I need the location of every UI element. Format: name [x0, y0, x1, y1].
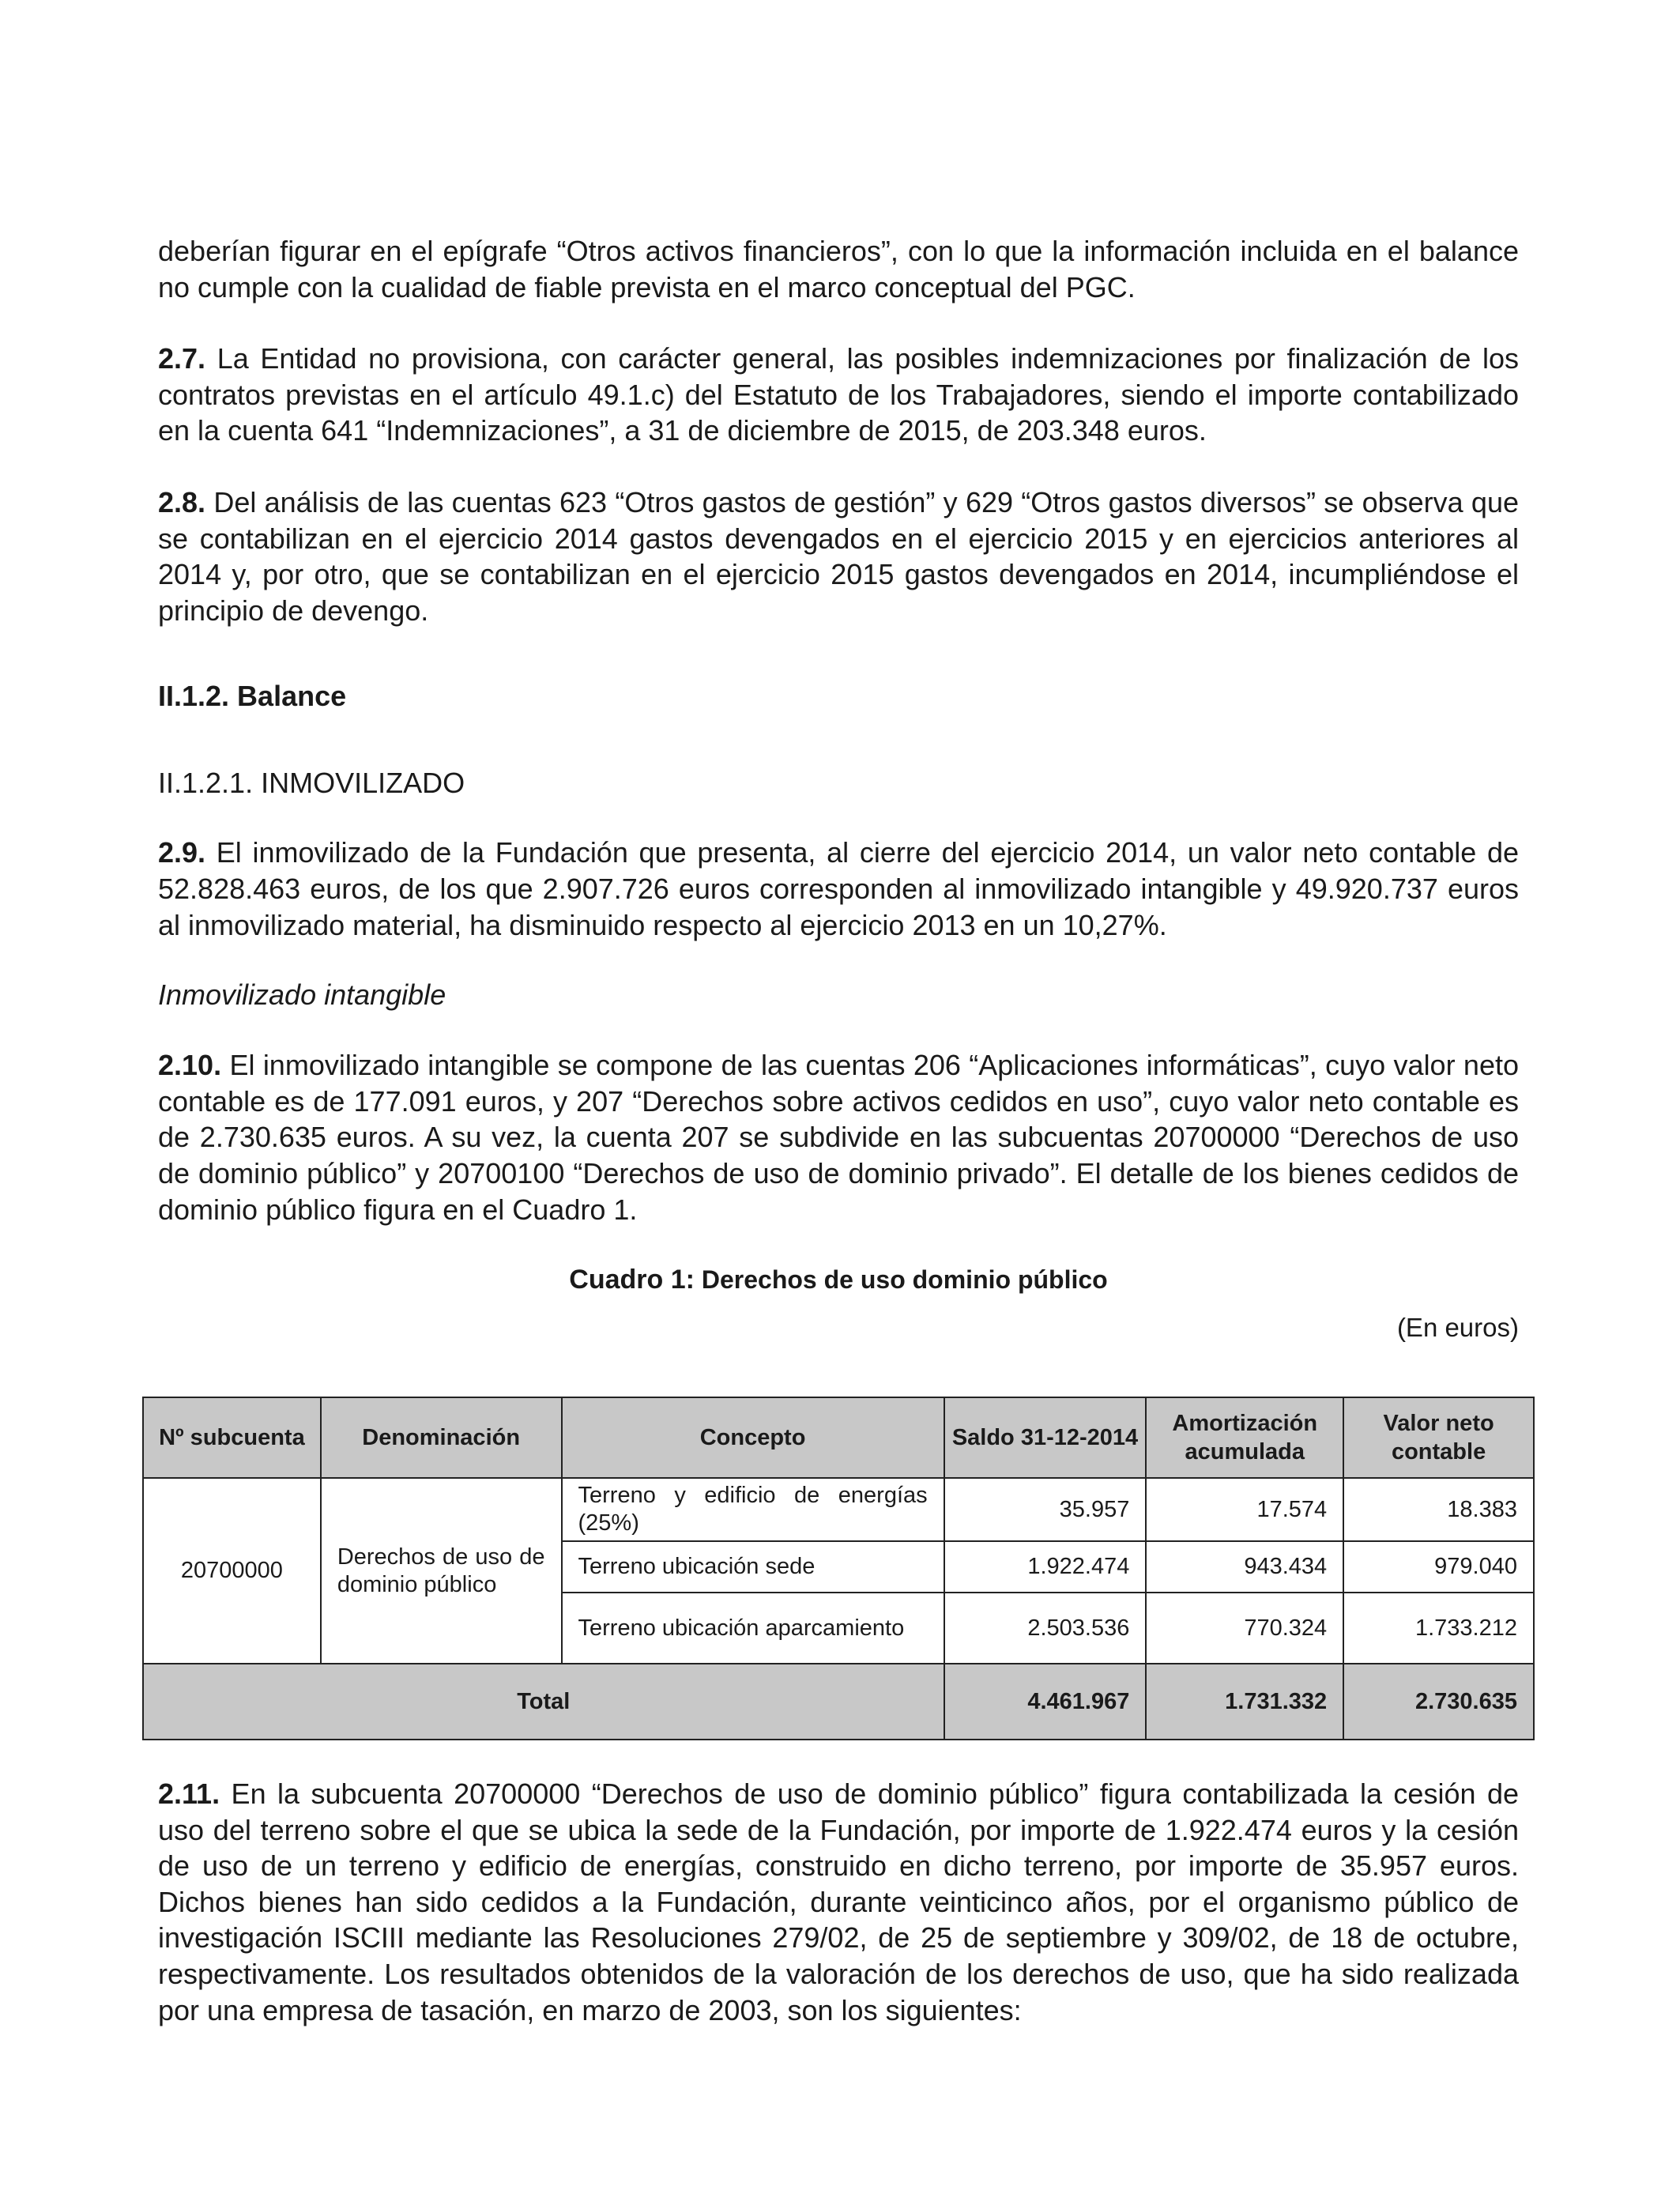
section-heading-balance: II.1.2. Balance [158, 680, 347, 713]
cell-concepto: Terreno ubicación aparcamiento [562, 1593, 944, 1664]
cell-total-valor-neto: 2.730.635 [1343, 1664, 1534, 1740]
paragraph-text: Del análisis de las cuentas 623 “Otros gastos de gestión” y 629 “Otros gastos diversos” se observa que se contabilizan en el ejercicio 2014 gastos devengados en el ejercicio 2015 y en ejercicios anteriores al 2014 y, por otro, que se contabilizan en el ejercicio 2015 gastos devengados en 2014, incumpliéndose el principio de devengo. [158, 485, 1519, 627]
cell-valor-neto: 18.383 [1343, 1478, 1534, 1541]
paragraph-text: En la subcuenta 20700000 “Derechos de uso de dominio público” figura contabilizada la cesión de uso del terreno sobre el que se ubica la sede de la Fundación, por importe de 1.922.474 euros y la cesión de uso de un terreno y edificio de energías, construido en dicho terreno, por importe de 35.957 euros. Dichos bienes han sido cedidos a la Fundación, durante veinticinco años, por el organismo público de investigación ISCIII mediante las Resoluciones 279/02, de 25 de septiembre y 309/02, de 18 de octubre, respectivamente. Los resultados obtenidos de la valoración de los derechos de uso, que ha sido realizada por una empresa de tasación, en marzo de 2003, son los siguientes: [158, 1777, 1519, 2026]
paragraph-text: El inmovilizado intangible se compone de las cuentas 206 “Aplicaciones informáticas”, cuyo valor neto contable es de 177.091 euros, y 207 “Derechos sobre activos cedidos en uso”, cuyo valor neto contable es de 2.730.635 euros. A su vez, la cuenta 207 se subdivide en las subcuentas 20700000 “Derechos de uso de dominio público” y 20700100 “Derechos de uso de dominio privado”. El detalle de los bienes cedidos de dominio público figura en el Cuadro 1. [158, 1049, 1519, 1226]
paragraph-text: deberían figurar en el epígrafe “Otros activos financieros”, con lo que la información incluida en el balance no cumple con la cualidad de fiable prevista en el marco conceptual del PGC. [158, 235, 1519, 303]
cell-saldo: 2.503.536 [944, 1593, 1147, 1664]
header-concepto: Concepto [562, 1397, 944, 1478]
cell-subcuenta: 20700000 [143, 1478, 321, 1664]
paragraph-continuation [158, 233, 1519, 305]
paragraph-2-7 [158, 341, 1519, 449]
table-unit: (En euros) [1396, 1313, 1519, 1343]
paragraph-text: La Entidad no provisiona, con carácter general, las posibles indemnizaciones por finalización de los contratos previstas en el artículo 49.1.c) del Estatuto de los Trabajadores, siendo el importe contabilizado en la cuenta 641 “Indemnizaciones”, a 31 de diciembre de 2015, de 203.348 euros. [158, 342, 1519, 447]
cell-amortizacion: 770.324 [1146, 1593, 1343, 1664]
paragraph-2-9 [158, 835, 1519, 943]
table-header-row [143, 1397, 1534, 1478]
header-subcuenta: Nº subcuenta [143, 1397, 321, 1478]
paragraph-number: 2.8. [158, 485, 206, 518]
caption-number: Cuadro 1: [569, 1265, 695, 1295]
cell-concepto: Terreno ubicación sede [562, 1541, 944, 1593]
subheading-inmovilizado-intangible: Inmovilizado intangible [158, 978, 446, 1012]
header-valor-neto: Valor neto contable [1343, 1397, 1534, 1478]
cell-denominacion: Derechos de uso de dominio público [321, 1478, 562, 1664]
cell-concepto: Terreno y edificio de energías (25%) [562, 1478, 944, 1541]
paragraph-2-11 [158, 1776, 1519, 2028]
cell-total-saldo: 4.461.967 [944, 1664, 1147, 1740]
caption-title: Derechos de uso dominio público [694, 1265, 1108, 1295]
paragraph-number: 2.10. [158, 1049, 222, 1082]
paragraph-2-10 [158, 1047, 1519, 1227]
cell-amortizacion: 943.434 [1146, 1541, 1343, 1593]
cell-total-amortizacion: 1.731.332 [1146, 1664, 1343, 1740]
cell-saldo: 1.922.474 [944, 1541, 1147, 1593]
header-denominacion: Denominación [321, 1397, 562, 1478]
header-saldo: Saldo 31-12-2014 [944, 1397, 1147, 1478]
cell-valor-neto: 1.733.212 [1343, 1593, 1534, 1664]
table-derechos-uso [142, 1397, 1535, 1740]
cell-total-label: Total [143, 1664, 944, 1740]
cell-amortizacion: 17.574 [1146, 1478, 1343, 1541]
header-amortizacion: Amortización acumulada [1146, 1397, 1343, 1478]
table-caption [158, 1262, 1519, 1302]
content-bottom [158, 1776, 1519, 2028]
cell-valor-neto: 979.040 [1343, 1541, 1534, 1593]
paragraph-2-8 [158, 484, 1519, 628]
table-row [143, 1478, 1534, 1541]
content-top [158, 233, 1519, 1344]
paragraph-number: 2.7. [158, 342, 206, 375]
cell-saldo: 35.957 [944, 1478, 1147, 1541]
table-total-row [143, 1664, 1534, 1740]
subsection-heading-inmovilizado: II.1.2.1. INMOVILIZADO [158, 767, 465, 800]
paragraph-number: 2.9. [158, 836, 206, 869]
paragraph-number: 2.11. [158, 1777, 220, 1810]
paragraph-text: El inmovilizado de la Fundación que presenta, al cierre del ejercicio 2014, un valor neto contable de 52.828.463 euros, de los que 2.907.726 euros corresponden al inmovilizado intangible y 49.920.737 euros al inmovilizado material, ha disminuido respecto al ejercicio 2013 en un 10,27%. [158, 836, 1519, 941]
